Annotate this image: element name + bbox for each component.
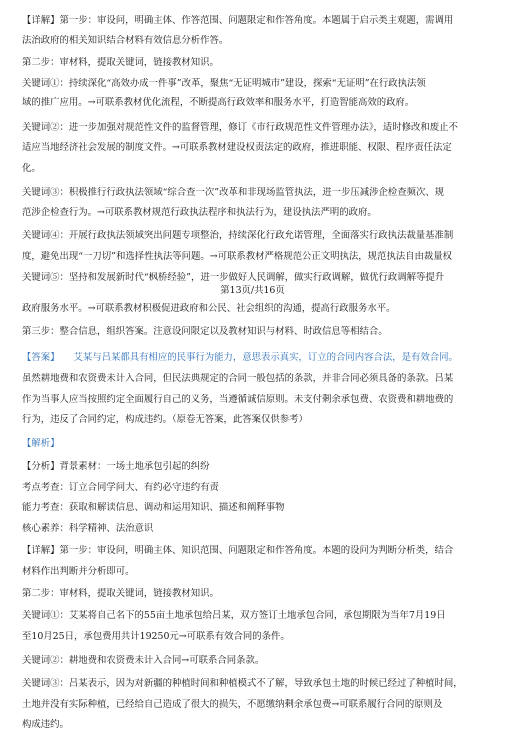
- text-line: 行为，违反了合同约定，构成违约。（原卷无答案，此答案仅供参考）: [22, 414, 308, 425]
- text-line: 政府服务水平。→可联系教材积极促进政府和公民、社会组织的沟通，提高行政服务水平。: [22, 303, 396, 314]
- answer-line: [22, 352, 486, 363]
- text-line: 材料作出判断并分析即可。: [22, 566, 135, 577]
- page-number: 第13页/共16页: [220, 285, 285, 296]
- text-line: 【详解】第一步：审设问，明确主体、作答范围、问题限定和作答角度。本题属于启示类主观题，需调用: [22, 15, 454, 26]
- text-line: 关键词①：艾某将自己名下的55亩土地承包给吕某，双方签订土地承包合同，承包期限为当年7月19日: [22, 610, 446, 621]
- text-line: 化。: [22, 163, 41, 174]
- text-line: 关键词④：开展行政执法领域突出问题专项整治，持续深化行政允诺管理，全面落实行政执法裁量基准制: [22, 230, 454, 241]
- text-line: 关键词③：吕某表示，因为对新疆的种植时间和种植模式不了解，导致承包土地的时候已经过了种植时间，: [22, 678, 463, 689]
- text-line: 范涉企检查行为。→可联系教材规范行政执法程序和执法行为，建设执法严明的政府。: [22, 207, 377, 218]
- text-line: 考点考查：订立合同学问大、有约必守违约有责: [22, 482, 219, 493]
- text-line: 关键词⑤：坚持和发展新时代“枫桥经验”，进一步做好人民调解，做实行政调解，做优行政调解等提升: [22, 272, 445, 283]
- text-line: 虽然耕地费和农资费未计入合同，但民法典规定的合同一般包括的条款，并非合同必须具备的条款。吕某: [22, 373, 454, 384]
- text-line: 【分析】背景素材：一场土地承包引起的纠纷: [22, 461, 210, 472]
- text-line: 土地并没有实际种植，已经给自己造成了很大的损失，不愿缴纳剩余承包费→可联系履行合同的原则及: [22, 699, 443, 710]
- text-line: 关键词②：耕地费和农资费未计入合同→可联系合同条款。: [22, 655, 265, 666]
- text-line: 域的推广应用。→可联系教材优化流程，不断提高行政效率和服务水平，打造智能高效的政府。: [22, 97, 415, 108]
- text-line: 至10月25日，承包费用共计19250元→可联系有效合同的条件。: [22, 631, 290, 642]
- text-line: 能力考查：获取和解读信息、调动和运用知识、描述和阐释事物: [22, 502, 285, 513]
- text-line: 核心素养：科学精神、法治意识: [22, 523, 154, 534]
- text-line: 构成违约。: [22, 719, 69, 730]
- text-line: 第三步：整合信息，组织答案。注意设问限定以及教材知识与材料、时政信息等相结合。: [22, 326, 388, 337]
- text-line: 作为当事人应当按照约定全面履行自己的义务，当遵循诚信原则。未支付剩余承包费、农资费和耕地费的: [22, 394, 454, 405]
- text-line: 关键词②：进一步加强对规范性文件的监督管理，修订《市行政规范性文件管理办法》，适时修改和废止不: [22, 122, 458, 133]
- text-line: 度，避免出现“一刀切”和选择性执法等问题。→可联系教材严格规范公正文明执法，规范执法自由裁量权: [22, 251, 452, 262]
- text-line: 关键词③：积极推行行政执法领域“综合查一次”改革和非现场监管执法，进一步压减涉企检查频次、规: [22, 187, 445, 198]
- text-line: 法治政府的相关知识结合材料有效信息分析作答。: [22, 35, 229, 46]
- text-line: 适应当地经济社会发展的制度文件。→可联系教材建设权责法定的政府，推进职能、权限、程序责任法定: [22, 142, 452, 153]
- text-line: 第二步：审材料，提取关键词，链接教材知识。: [22, 588, 219, 599]
- answer-label: 【答案】 艾某与吕某都具有相应的民事行为能力，意思表示真实，订立的合同内容合法，是有效合同。: [22, 352, 458, 363]
- text-line: 第二步：审材料，提取关键词，链接教材知识。: [22, 57, 219, 68]
- analysis-heading: 【解析】: [22, 438, 60, 449]
- text-line: 关键词①：持续深化“高效办成一件事”改革，聚焦“无证明城市”建设，探索“无证明”在行政执法领: [22, 78, 426, 89]
- text-line: 【详解】第一步：审设问，明确主体、知识范围、问题限定和作答角度。本题的设问为判断分析类，结合: [22, 545, 454, 556]
